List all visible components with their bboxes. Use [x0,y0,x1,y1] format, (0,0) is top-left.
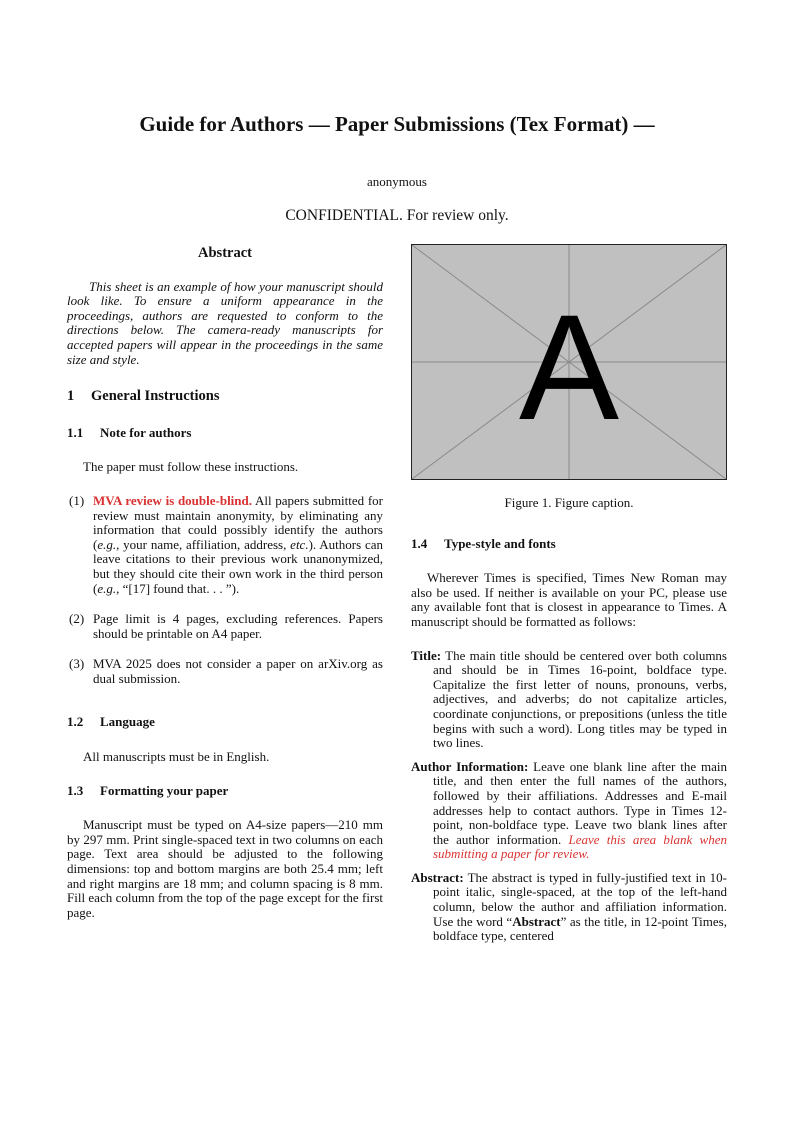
description-term: Title: [411,647,442,663]
description-bold-word: Abstract [512,913,561,929]
formatting-body: Manuscript must be typed on A4-size papers—210 mm by 297 mm. Print single-spaced text in two columns on each page. Text area should be adjusted to the following dimensions: top and bottom margins are both 25.4 mm; left and right margins are 18 mm; and column spacing is 8 mm. Fill each column from the top of the page except for the first page. [67,817,383,920]
subsection-number: 1.2 [67,714,84,730]
right-column [411,240,727,953]
subsection-number: 1.4 [411,535,428,551]
abstract-body: This sheet is an example of how your manuscript should look like. To ensure a uniform appearance in the proceedings, authors are requested to conform to the directions below. The camera-ready manuscripts for accepted papers will appear in the proceedings in the same size and style. [67,278,383,367]
abstract-heading: Abstract [198,245,252,261]
section-title: General Instructions [91,388,220,405]
subsection-1-2-heading [67,715,383,730]
list-item [67,657,383,686]
list-item [67,494,383,596]
confidential-notice: CONFIDENTIAL. For review only. [285,207,509,224]
list-marker: (1) [69,492,85,508]
format-description-list [411,649,727,944]
placeholder-letter: A [518,283,620,451]
description-text: The abstract is typed in fully-justified text in 10-point italic, single-spaced, at the top of the left-hand column, below the author and affiliation information. Use the word “ [433,869,727,929]
description-text: ” as the title, in 12-point Times, boldface type, centered [433,913,727,944]
section-number: 1 [67,388,75,405]
item-text: MVA 2025 does not consider a paper on arXiv.org as dual submission. [93,656,383,686]
figure-placeholder-image [412,245,726,479]
item-text-italic: e.g. [97,580,117,596]
language-body: All manuscripts must be in English. [83,749,270,765]
description-text: The main title should be centered over both columns and should be in Times 16-point, boldface type. Capitalize the first letter of nouns, pronouns, verbs, adjectives, and adverbs; do not capitalize articles, coordinate conjunctions, or prepositions (unless the title begins with such a word). Long titles may be typed in two lines. [433,647,727,751]
subsection-1-3-heading [67,784,383,799]
subsection-title: Type-style and fonts [444,535,556,551]
note-intro: The paper must follow these instructions. [83,459,299,475]
type-style-intro: Wherever Times is specified, Times New Roman may also be used. If neither is available on your PC, please use any available font that is closest in appearance to Times. A manuscript should be formatted as follows: [411,570,727,629]
figure-placeholder [411,244,727,480]
list-marker: (3) [69,656,85,672]
list-item [67,612,383,641]
description-item [411,760,727,862]
item-text-italic: e.g. [97,536,117,552]
description-term: Abstract: [411,869,464,885]
figure-caption: Figure 1. Figure caption. [504,495,634,510]
author-line: anonymous [367,174,427,189]
item-text: Page limit is 4 pages, excluding references. Papers should be printable on A4 paper. [93,611,383,641]
list-marker: (2) [69,611,85,627]
subsection-number: 1.3 [67,782,84,798]
subsection-1-1-heading [67,426,383,441]
item-text: ). Authors can leave citations to their previous work unanonymized, but they should cite their own work in the third person ( [93,536,383,596]
double-blind-highlight: MVA review is double-blind. [93,492,253,508]
description-text: Leave one blank line after the main title, and then enter the full names of the authors, followed by their affiliations. Addresses and E-mail addresses help to contact authors. Type in Times 12-point, non-boldface type. Leave two blank lines after the author information. [433,758,727,847]
description-item [411,649,727,751]
left-column [67,240,383,939]
review-blank-note: Leave this area blank when submitting a paper for review. [433,831,727,862]
item-text: , “[17] found that. . . ”). [116,580,240,596]
subsection-1-4-heading [411,537,727,552]
description-item [411,871,727,944]
subsection-title: Language [100,714,155,730]
subsection-title: Formatting your paper [100,782,229,798]
item-text: , your name, affiliation, address, [116,536,291,552]
item-text: All papers submitted for review must maintain anonymity, by eliminating any information that could possibly identify the authors ( [93,492,383,552]
description-term: Author Information: [411,758,529,774]
instructions-list [67,494,383,687]
subsection-title: Note for authors [100,424,192,440]
section-1-heading [67,389,383,404]
paper-title: Guide for Authors — Paper Submissions (Tex Format) — [139,112,655,136]
subsection-number: 1.1 [67,424,84,440]
item-text-italic: etc. [290,536,309,552]
